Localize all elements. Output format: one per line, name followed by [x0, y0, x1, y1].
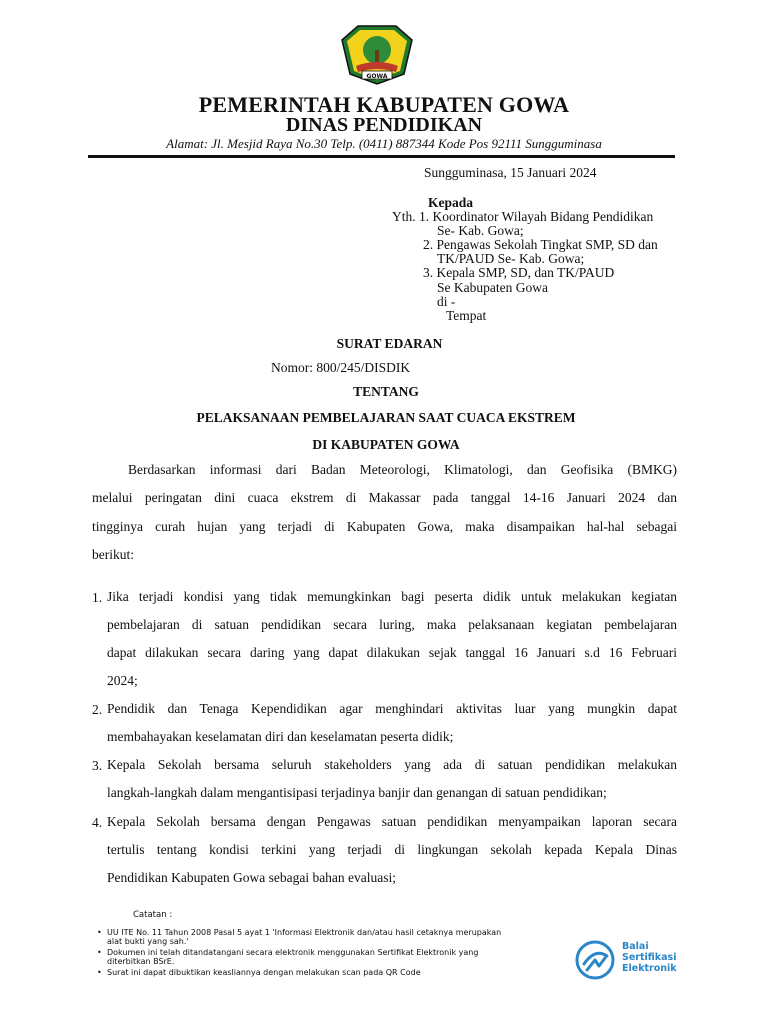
recipient-kepada: Kepada [428, 195, 474, 210]
footer-note: • UU ITE No. 11 Tahun 2008 Pasal 5 ayat 1 'Informasi Elektronik dan/atau hasil cetaknya merupakan alat bukti yang sah.' [97, 928, 517, 946]
paragraph-line: Berdasarkan informasi dari Badan Meteorologi, Klimatologi, dan Geofisika (BMKG) [128, 462, 677, 477]
bsre-label [622, 941, 677, 974]
item-line: Jika terjadi kondisi yang tidak memungkinkan bagi peserta didik untuk melakukan kegiatan [107, 589, 677, 604]
intro-paragraph [92, 456, 677, 569]
recipient-line: Yth. 1. Koordinator Wilayah Bidang Pendidikan [392, 209, 654, 224]
item-line: membahayakan keselamatan diri dan keselamatan peserta didik; [107, 729, 454, 744]
recipient-line: TK/PAUD Se- Kab. Gowa; [437, 251, 585, 266]
recipient-line: Se- Kab. Gowa; [437, 223, 524, 238]
logo-text: GOWA [366, 73, 388, 80]
government-title: PEMERINTAH KABUPATEN GOWA [198, 92, 570, 117]
item-number: 1. [92, 590, 103, 605]
department-title: DINAS PENDIDIKAN [285, 114, 483, 136]
item-line: Kepala Sekolah bersama seluruh stakeholders yang ada di satuan pendidikan melakukan [107, 757, 677, 772]
item-number: 2. [92, 702, 103, 717]
footer-note: • Surat ini dapat dibuktikan keasliannya dengan melakukan scan pada QR Code [97, 968, 517, 977]
recipient-line: 3. Kepala SMP, SD, dan TK/PAUD [423, 265, 615, 280]
bsre-label-line: Elektronik [622, 963, 677, 974]
paragraph-line: berikut: [92, 546, 134, 562]
item-line: tertulis tentang kondisi terkini yang terjadi di lingkungan sekolah kepada Kepala Dinas [107, 842, 677, 857]
item-line: 2024; [107, 673, 138, 688]
recipient-line: di - [437, 294, 456, 309]
subject-line: DI KABUPATEN GOWA [312, 437, 460, 452]
bsre-label-line: Sertifikasi [622, 952, 677, 963]
gowa-regency-logo [338, 22, 416, 86]
catatan-label: Catatan : [133, 910, 173, 920]
recipient-line: 2. Pengawas Sekolah Tingkat SMP, SD dan [423, 237, 658, 252]
item-line: pembelajaran di satuan pendidikan secara luring, maka pelaksanaan kegiatan pembelajaran [107, 617, 677, 632]
tentang-heading: TENTANG [353, 384, 419, 399]
header-divider [88, 155, 675, 158]
item-number: 3. [92, 758, 103, 773]
paragraph-line: tingginya curah hujan yang terjadi di Kabupaten Gowa, maka disampaikan hal-hal sebagai [92, 518, 677, 534]
subject-line: PELAKSANAAN PEMBELAJARAN SAAT CUACA EKSTREM [196, 410, 576, 425]
bsre-logo-icon [575, 940, 615, 980]
recipient-line: Se Kabupaten Gowa [437, 280, 548, 295]
footer-notes [97, 928, 517, 979]
paragraph-line: melalui peringatan dini cuaca ekstrem di Makassar pada tanggal 14-16 Januari 2024 dan [92, 490, 677, 506]
address-line: Alamat: Jl. Mesjid Raya No.30 Telp. (0411) 887344 Kode Pos 92111 Sungguminasa [166, 136, 602, 151]
item-line: Kepala Sekolah bersama dengan Pengawas satuan pendidikan menyampaikan laporan secara [107, 814, 677, 829]
item-line: langkah-langkah dalam mengantisipasi terjadinya banjir dan genangan di satuan pendidikan; [107, 785, 607, 800]
item-line: Pendidikan Kabupaten Gowa sebagai bahan evaluasi; [107, 870, 397, 885]
letter-title: SURAT EDARAN [336, 336, 443, 351]
date-line: Sungguminasa, 15 Januari 2024 [424, 165, 597, 180]
bsre-label-line: Balai [622, 941, 649, 952]
footer-note: • Dokumen ini telah ditandatangani secara elektronik menggunakan Sertifikat Elektronik yang diterbitkan BSrE. [97, 948, 517, 966]
letter-number: Nomor: 800/245/DISDIK [271, 360, 411, 375]
recipient-line: Tempat [446, 308, 487, 323]
item-line: Pendidik dan Tenaga Kependidikan agar menghindari aktivitas luar yang mungkin dapat [107, 701, 677, 716]
item-number: 4. [92, 815, 103, 830]
item-line: dapat dilakukan secara daring yang dapat dilakukan sejak tanggal 16 Januari s.d 16 Februari [107, 645, 677, 660]
